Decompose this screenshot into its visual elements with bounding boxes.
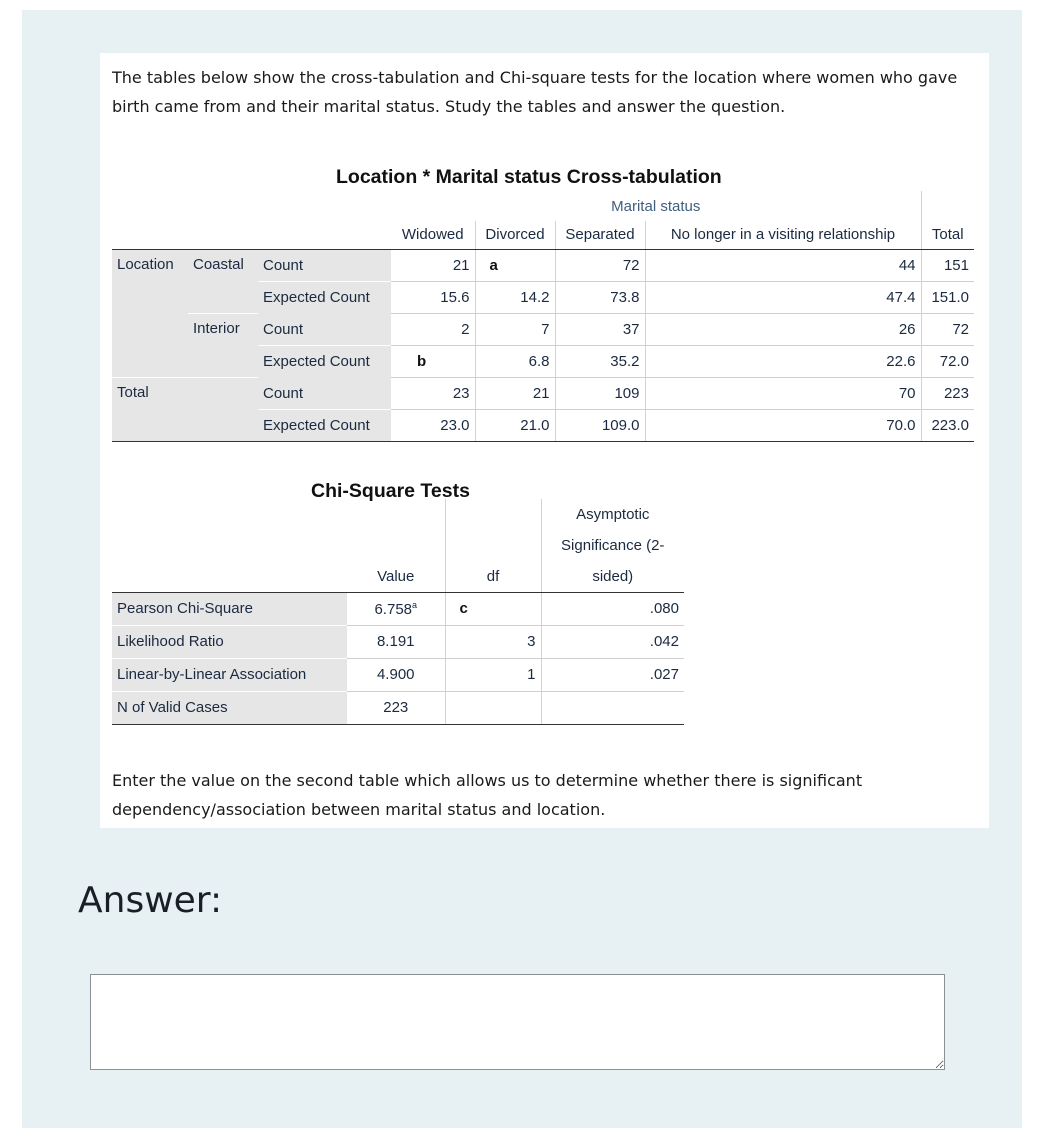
crosstab-title: Location * Marital status Cross-tabulation: [336, 166, 722, 188]
col-sig-line2: Significance (2-: [541, 530, 684, 561]
row-label-expected-count: Expected Count: [258, 281, 391, 313]
cell: 21: [475, 377, 555, 409]
cell-b: b: [391, 345, 475, 377]
cell: 21.0: [475, 409, 555, 441]
cell: 223.0: [921, 409, 974, 441]
intro-text: The tables below show the cross-tabulation and Chi-square tests for the location where women who gave birth came from and their marital status. Study the tables and answer the question.: [112, 68, 958, 116]
cell: 23.0: [391, 409, 475, 441]
question-text: Enter the value on the second table which allows us to determine whether there is significant dependency/association between marital status and location.: [112, 771, 863, 819]
cell-c: c: [445, 592, 541, 625]
row-label-expected-count: Expected Count: [258, 409, 391, 441]
cell: 14.2: [475, 281, 555, 313]
cell: 70.0: [645, 409, 921, 441]
cell: 3: [445, 625, 541, 658]
cell: 72: [555, 249, 645, 281]
cell: 37: [555, 313, 645, 345]
cell: 21: [391, 249, 475, 281]
answer-label: Answer:: [78, 880, 223, 921]
cell: 151: [921, 249, 974, 281]
row-label-count: Count: [258, 249, 391, 281]
crosstab-table: [112, 191, 974, 442]
col-value: Value: [347, 561, 445, 592]
cell: 26: [645, 313, 921, 345]
col-total: Total: [921, 221, 974, 249]
row-label-count: Count: [258, 377, 391, 409]
cell-a: a: [475, 249, 555, 281]
cell: 7: [475, 313, 555, 345]
cell: 109: [555, 377, 645, 409]
col-df: df: [445, 561, 541, 592]
question-card: [100, 53, 989, 828]
cell: 1: [445, 658, 541, 691]
cell: 151.0: [921, 281, 974, 313]
row-pearson-chi-square: Pearson Chi-Square: [112, 592, 347, 625]
cell: 109.0: [555, 409, 645, 441]
cell: [445, 691, 541, 724]
col-sig-line1: Asymptotic: [541, 499, 684, 530]
cell: .042: [541, 625, 684, 658]
question-panel: [22, 10, 1022, 1128]
col-sig-line3: sided): [541, 561, 684, 592]
cell: .027: [541, 658, 684, 691]
cell: [541, 691, 684, 724]
cell: 73.8: [555, 281, 645, 313]
cell: 223: [921, 377, 974, 409]
col-divorced: Divorced: [475, 221, 555, 249]
row-n-valid-cases: N of Valid Cases: [112, 691, 347, 724]
cell: 8.191: [347, 625, 445, 658]
cell: 4.900: [347, 658, 445, 691]
chisq-title: Chi-Square Tests: [311, 480, 470, 502]
cell: 72: [921, 313, 974, 345]
row-group-interior: Interior: [188, 313, 258, 377]
cell: 23: [391, 377, 475, 409]
cell: 44: [645, 249, 921, 281]
chisq-table: [112, 499, 684, 725]
marital-status-header: Marital status: [611, 197, 701, 215]
row-likelihood-ratio: Likelihood Ratio: [112, 625, 347, 658]
col-widowed: Widowed: [391, 221, 475, 249]
row-label-count: Count: [258, 313, 391, 345]
cell: 223: [347, 691, 445, 724]
cell: 70: [645, 377, 921, 409]
row-group-total: Total: [112, 377, 258, 441]
cell: 6.8: [475, 345, 555, 377]
cell: 72.0: [921, 345, 974, 377]
col-no-longer-visiting: No longer in a visiting relationship: [645, 221, 921, 249]
cell: 35.2: [555, 345, 645, 377]
row-group-location: Location: [112, 249, 188, 377]
cell: .080: [541, 592, 684, 625]
col-separated: Separated: [555, 221, 645, 249]
cell: 2: [391, 313, 475, 345]
cell: 15.6: [391, 281, 475, 313]
row-group-coastal: Coastal: [188, 249, 258, 313]
cell: 22.6: [645, 345, 921, 377]
cell: 47.4: [645, 281, 921, 313]
answer-input[interactable]: [90, 974, 945, 1070]
row-linear-by-linear: Linear-by-Linear Association: [112, 658, 347, 691]
cell-pearson-value: 6.758$^a$: [347, 592, 445, 625]
row-label-expected-count: Expected Count: [258, 345, 391, 377]
